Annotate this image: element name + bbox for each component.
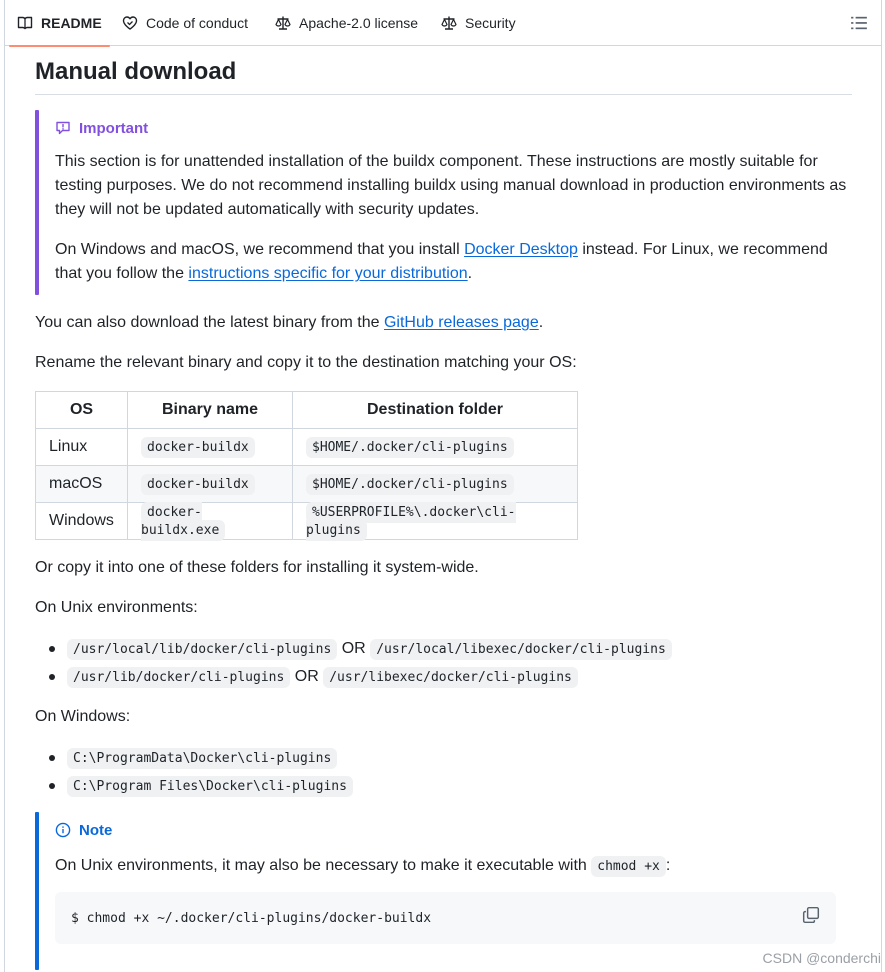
table-header-row — [36, 392, 578, 429]
heading-divider — [35, 94, 852, 95]
info-icon — [55, 822, 71, 838]
text-segment: You can also download the latest binary from the — [35, 314, 384, 331]
path-code: /usr/lib/docker/cli-plugins — [67, 667, 290, 688]
text-segment: . — [467, 265, 473, 282]
note-text — [55, 854, 852, 879]
path-code: C:\Program Files\Docker\cli-plugins — [67, 776, 353, 797]
list-item — [35, 663, 672, 691]
page-title: Manual download — [35, 58, 237, 85]
tab-security[interactable] — [441, 0, 516, 46]
list-item — [35, 772, 353, 800]
unix-paths-list — [35, 635, 672, 691]
important-text-2 — [55, 238, 852, 286]
table-cell-binary — [128, 466, 293, 503]
binary-code: docker-buildx — [141, 474, 255, 495]
tab-license[interactable] — [275, 0, 418, 46]
windows-label: On Windows: — [35, 708, 131, 725]
list-item — [35, 635, 672, 663]
table-cell-destination — [293, 466, 578, 503]
readme-frame — [4, 0, 882, 972]
binary-code: docker-buildx.exe — [141, 502, 225, 541]
table-cell-destination — [293, 503, 578, 540]
command-text: $ chmod +x ~/.docker/cli-plugins/docker-buildx — [71, 910, 432, 926]
destination-code: $HOME/.docker/cli-plugins — [306, 437, 514, 458]
tab-label: Apache-2.0 license — [299, 15, 419, 31]
command-codeblock — [55, 892, 836, 944]
note-label: Note — [79, 821, 113, 839]
path-code: /usr/libexec/docker/cli-plugins — [323, 667, 578, 688]
note-callout — [35, 812, 852, 970]
systemwide-text: Or copy it into one of these folders for installing it system-wide. — [35, 559, 479, 576]
tab-label: README — [41, 15, 102, 31]
rename-text: Rename the relevant binary and copy it to the destination matching your OS: — [35, 354, 577, 371]
important-callout — [35, 110, 852, 295]
table-header: Destination folder — [293, 392, 578, 429]
book-icon — [17, 15, 33, 31]
callout-bar — [35, 812, 39, 970]
readme-tabs — [5, 0, 882, 46]
table-header: OS — [36, 392, 128, 429]
copy-icon[interactable] — [802, 906, 820, 924]
table-header: Binary name — [128, 392, 293, 429]
callout-title — [55, 116, 852, 140]
watermark: CSDN @conderchi — [762, 950, 881, 966]
destination-code: %USERPROFILE%\.docker\cli-plugins — [306, 502, 516, 541]
github-releases-link[interactable]: GitHub releases page — [383, 314, 539, 331]
distribution-instructions-link[interactable]: instructions specific for your distribution — [188, 265, 468, 282]
callout-bar — [35, 110, 39, 295]
table-cell-binary — [128, 429, 293, 466]
law-icon — [441, 15, 457, 31]
binary-code: docker-buildx — [141, 437, 255, 458]
table-row — [36, 429, 578, 466]
table-cell-os: Windows — [36, 503, 128, 540]
law-icon — [275, 15, 291, 31]
text-segment: instead. For Linux, we recommend that you follow the — [55, 241, 828, 282]
or-text: OR — [294, 668, 319, 685]
tab-label: Security — [465, 15, 516, 31]
table-cell-os: macOS — [36, 466, 128, 503]
tab-readme[interactable] — [17, 0, 102, 46]
table-row — [36, 466, 578, 503]
list-item — [35, 744, 353, 772]
tab-code-of-conduct[interactable] — [122, 0, 248, 46]
destination-code: $HOME/.docker/cli-plugins — [306, 474, 514, 495]
releases-text — [35, 311, 543, 335]
windows-paths-list — [35, 744, 353, 800]
table-cell-os: Linux — [36, 429, 128, 466]
path-code: C:\ProgramData\Docker\cli-plugins — [67, 748, 337, 769]
tab-label: Code of conduct — [146, 15, 248, 31]
path-code: /usr/local/lib/docker/cli-plugins — [67, 639, 337, 660]
binary-table — [35, 391, 578, 540]
text-segment: . — [538, 314, 544, 331]
report-icon — [55, 120, 71, 136]
heart-handshake-icon — [122, 15, 138, 31]
path-code: /usr/local/libexec/docker/cli-plugins — [370, 639, 672, 660]
important-text-1: This section is for unattended installation of the buildx component. These instructions are mostly suitable for testing purposes. We do not recommend installing buildx using manual download in production environments as they will not be updated automatically with security updates. — [55, 153, 847, 218]
outline-list-icon[interactable] — [850, 14, 868, 32]
text-segment: : — [665, 857, 671, 874]
table-cell-destination — [293, 429, 578, 466]
text-segment: On Windows and macOS, we recommend that you install — [55, 241, 465, 258]
text-segment: On Unix environments, it may also be necessary to make it executable with — [55, 857, 592, 874]
chmod-code: chmod +x — [591, 856, 666, 877]
important-label: Important — [79, 119, 149, 137]
table-cell-binary — [128, 503, 293, 540]
callout-title — [55, 818, 852, 842]
table-row — [36, 503, 578, 540]
docker-desktop-link[interactable]: Docker Desktop — [464, 241, 578, 258]
unix-label: On Unix environments: — [35, 599, 198, 616]
or-text: OR — [341, 640, 366, 657]
